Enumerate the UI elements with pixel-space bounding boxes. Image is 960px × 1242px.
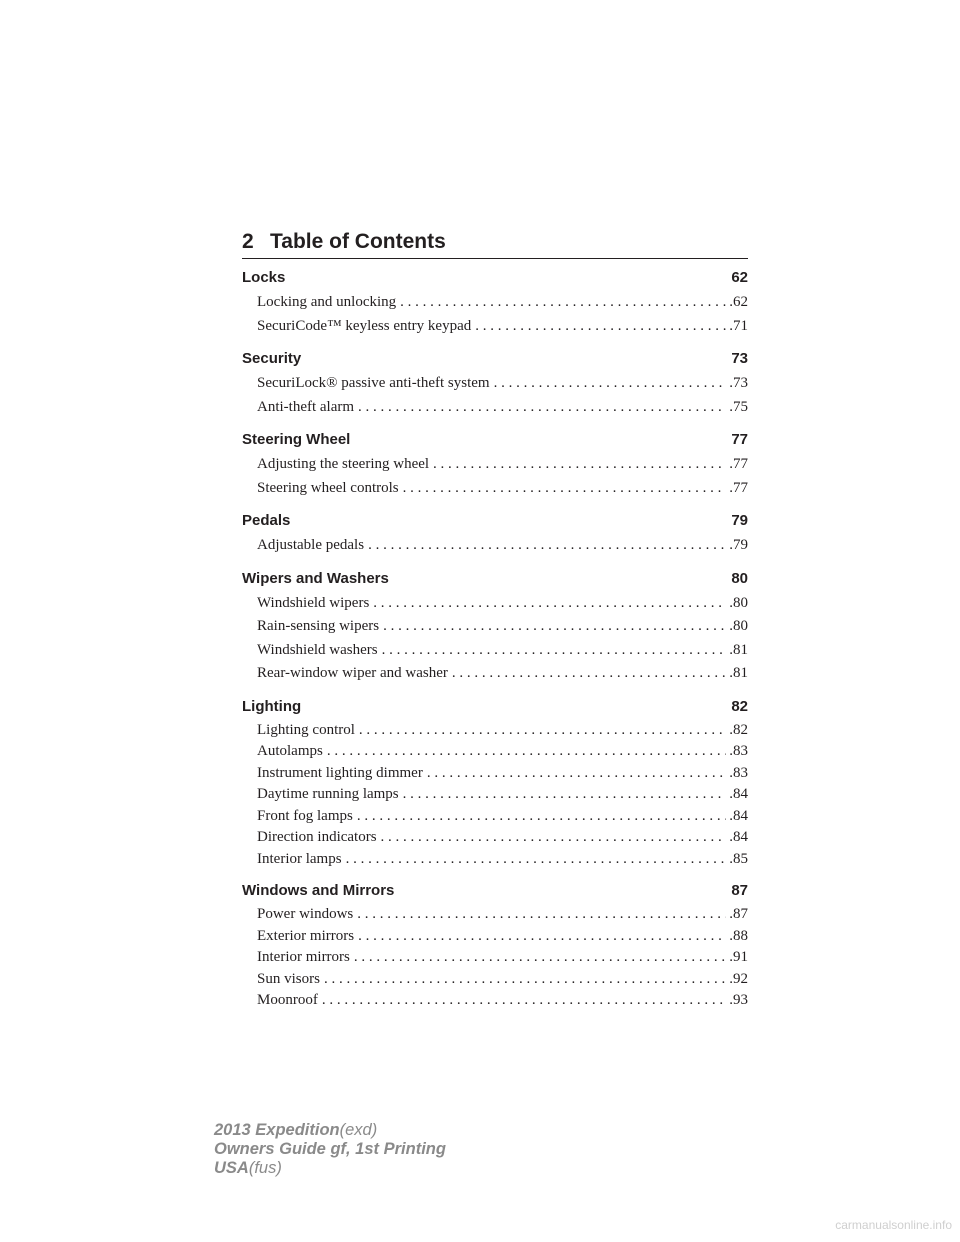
footer-region: USA [214,1159,249,1177]
section-title: Lighting [242,697,302,715]
toc-entry[interactable] [242,615,748,639]
entry-label: Power windows [257,906,354,922]
entry-label: Anti-theft alarm [257,398,355,415]
section-title: Windows and Mirrors [242,882,395,899]
entry-label: Rain-sensing wipers [257,618,380,634]
toc-entry[interactable] [242,639,748,663]
dot-leader [427,763,726,785]
toc-section [242,268,748,338]
entry-page: .80 [729,594,748,611]
dot-leader [403,784,727,806]
entry-label: Steering wheel controls [257,479,399,496]
footer-line-3 [214,1159,446,1178]
entry-page: .87 [729,906,748,922]
entry-page: .84 [729,829,748,845]
dot-leader [433,453,726,477]
entry-page: .77 [729,479,748,496]
entry-label: Daytime running lamps [257,786,399,802]
dot-leader [383,615,726,639]
toc-entry[interactable] [242,720,748,742]
toc-entry[interactable] [242,453,748,477]
entry-page: .91 [729,949,748,965]
header-rule [242,258,748,259]
entry-label: Direction indicators [257,829,377,845]
toc-entry[interactable] [242,662,748,686]
watermark: carmanualsonline.info [835,1218,952,1232]
dot-leader [403,477,727,501]
entry-page: .83 [729,764,748,781]
entry-label: Exterior mirrors [257,927,355,944]
toc-entry[interactable] [242,849,748,871]
toc-entry[interactable] [242,477,748,501]
entry-page: .88 [729,927,748,944]
dot-leader [373,592,726,616]
entry-label: Autolamps [257,743,323,759]
dot-leader [324,969,726,991]
section-heading[interactable] [242,349,748,369]
section-heading[interactable] [242,697,748,717]
section-page: 82 [731,697,748,715]
toc-entry[interactable] [242,784,748,806]
dot-leader [354,947,726,969]
toc-entry[interactable] [242,741,748,763]
entry-page: .93 [729,992,748,1008]
toc-entry[interactable] [242,396,748,420]
section-page: 62 [731,269,748,286]
dot-leader [327,741,726,763]
entry-label: Moonroof [257,992,318,1008]
entry-label: Locking and unlocking [257,294,397,310]
page-number: 2 [242,230,254,253]
entry-page: .84 [729,786,748,802]
toc-entry[interactable] [242,904,748,926]
dot-leader [358,396,726,420]
entry-label: Adjustable pedals [257,537,365,553]
footer-model-code: (exd) [339,1121,378,1139]
section-title: Steering Wheel [242,431,351,448]
entry-label: Windshield washers [257,641,378,658]
entry-label: Front fog lamps [257,807,353,824]
section-heading[interactable] [242,569,748,589]
entry-label: Interior lamps [257,850,342,867]
toc-section [242,430,748,500]
dot-leader [381,827,727,849]
entry-page: .85 [729,850,748,867]
dot-leader [357,904,726,926]
dot-leader [359,720,726,742]
dot-leader [475,315,726,339]
toc-entry[interactable] [242,947,748,969]
toc-section [242,349,748,419]
entry-page: .84 [729,807,748,824]
entry-page: .81 [729,665,748,681]
page-title: Table of Contents [270,230,446,253]
toc-section [242,697,748,871]
entry-label: Sun visors [257,970,320,987]
toc-entry[interactable] [242,806,748,828]
entry-page: .75 [729,398,748,415]
section-page: 87 [731,882,748,899]
entry-label: Adjusting the steering wheel [257,456,430,472]
document-footer [214,1121,446,1178]
section-page: 73 [731,350,748,367]
section-title: Pedals [242,512,291,529]
section-page: 77 [731,431,748,448]
entry-page: .71 [729,317,748,334]
toc-entry[interactable] [242,969,748,991]
entry-label: SecuriLock® passive anti-theft system [257,375,490,391]
entry-label: Instrument lighting dimmer [257,764,423,781]
table-of-contents [242,265,748,1012]
dot-leader [346,849,727,871]
entry-page: .80 [729,618,748,634]
toc-entry[interactable] [242,315,748,339]
dot-leader [358,926,726,948]
section-title: Wipers and Washers [242,569,389,587]
toc-entry[interactable] [242,534,748,558]
entry-page: .81 [729,641,748,658]
dot-leader [322,990,726,1012]
toc-entry[interactable] [242,926,748,948]
footer-line-2 [214,1140,446,1159]
footer-model: 2013 Expedition [214,1121,340,1139]
toc-entry[interactable] [242,990,748,1012]
footer-guide: Owners Guide gf, 1st Printing [214,1140,446,1158]
entry-label: Interior mirrors [257,949,350,965]
entry-page: .92 [729,970,748,987]
toc-entry[interactable] [242,763,748,785]
footer-region-code: (fus) [248,1159,282,1177]
toc-section [242,569,748,686]
dot-leader [494,372,727,396]
toc-entry[interactable] [242,827,748,849]
toc-entry[interactable] [242,291,748,315]
toc-entry[interactable] [242,372,748,396]
entry-label: Lighting control [257,721,355,738]
toc-section [242,881,748,1012]
entry-label: Windshield wipers [257,594,370,611]
dot-leader [382,639,727,663]
footer-line-1 [214,1121,446,1140]
section-heading[interactable] [242,268,748,288]
dot-leader [452,662,726,686]
section-heading[interactable] [242,430,748,450]
entry-page: .73 [729,375,748,391]
dot-leader [368,534,726,558]
section-heading[interactable] [242,511,748,531]
toc-section [242,511,748,558]
section-title: Security [242,350,302,367]
entry-page: .77 [729,456,748,472]
entry-page: .83 [729,743,748,759]
entry-page: .62 [729,294,748,310]
toc-entry[interactable] [242,592,748,616]
section-title: Locks [242,269,286,286]
entry-page: .79 [729,537,748,553]
entry-label: Rear-window wiper and washer [257,665,448,681]
dot-leader [357,806,726,828]
section-page: 80 [731,569,748,587]
section-heading[interactable] [242,881,748,901]
section-page: 79 [731,512,748,529]
entry-label: SecuriCode™ keyless entry keypad [257,317,472,334]
page-header [242,230,748,260]
entry-page: .82 [729,721,748,738]
dot-leader [400,291,726,315]
